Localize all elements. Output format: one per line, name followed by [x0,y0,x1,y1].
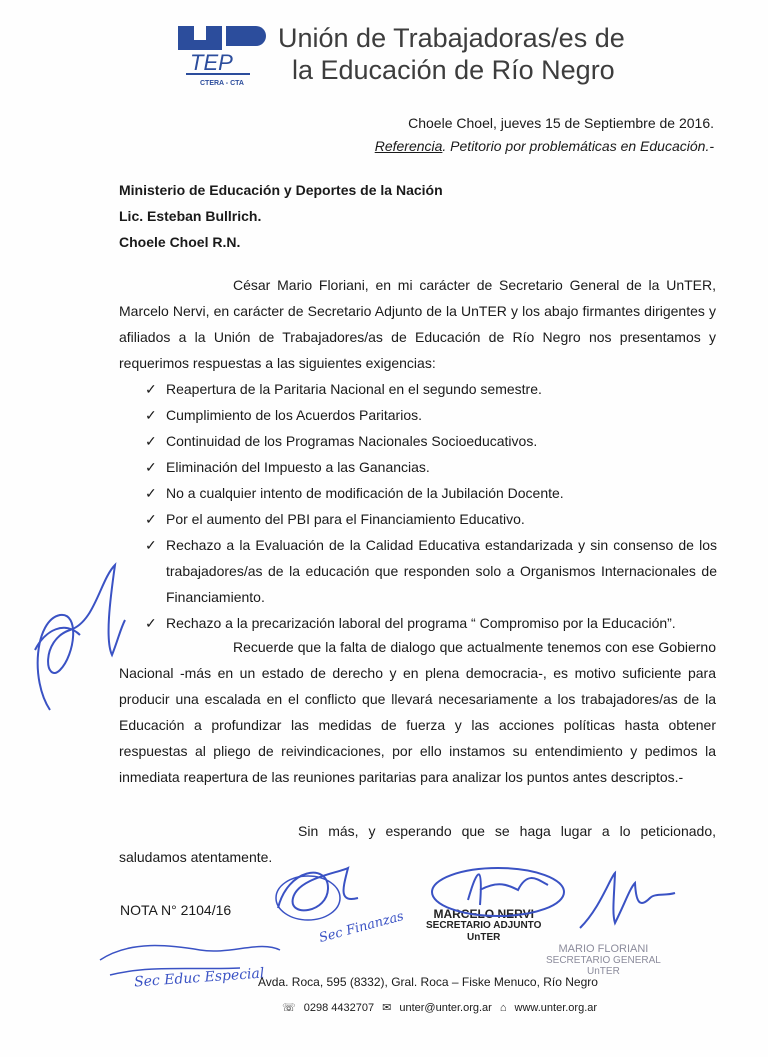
list-item [145,532,717,610]
organization-name [278,22,625,86]
check-icon: ✓ [145,511,157,527]
stamp-title: SECRETARIO GENERAL [546,955,661,966]
demand-text: Cumplimiento de los Acuerdos Paritarios. [166,407,423,423]
recipient-name: Lic. Esteban Bullrich. [119,208,262,224]
list-item [145,480,717,506]
unter-logo [176,22,266,92]
demand-text: No a cualquier intento de modificación de la Jubilación Docente. [166,485,564,501]
main-paragraph [119,634,716,790]
left-signature [20,560,130,740]
demand-text: Continuidad de los Programas Nacionales Socioeducativos. [166,433,538,449]
list-item [145,402,717,428]
stamp-org: UnTER [587,966,620,977]
footer-email: unter@unter.org.ar [399,1001,492,1014]
footer-web: www.unter.org.ar [514,1001,598,1014]
phone-icon: ☏ [282,1002,296,1014]
demand-text: Rechazo a la precarización laboral del programa “ Compromiso por la Educación”. [166,615,676,631]
demand-text: Eliminación del Impuesto a las Ganancias. [166,459,430,475]
reference-text: . Petitorio por problemáticas en Educación.- [442,138,714,154]
check-icon: ✓ [145,381,157,397]
check-icon: ✓ [145,537,157,553]
org-line-2: la Educación de Río Negro [292,55,615,85]
bottom-note: Sec Educ Especial [133,965,265,991]
check-icon: ✓ [145,459,157,475]
intro-paragraph [119,272,716,376]
floriani-stamp [546,944,661,977]
closing-paragraph [119,818,716,870]
recipient-ministry: Ministerio de Educación y Deportes de la Nación [119,182,443,198]
check-icon: ✓ [145,615,157,631]
list-item [145,610,717,636]
reference-label: Referencia [374,138,443,154]
list-item [145,376,717,402]
nervi-signature [428,860,568,920]
intro-text: César Mario Floriani, en mi carácter de Secretario General de la UnTER, Marcelo Nervi, en carácter de Secretario Adjunto de la UnTER y los abajo firmantes dirigentes y afiliados a la Unión de Trabajadores/as de Educación de Río Negro nos presentamos y requerimos respuestas a las siguientes exigencias: [119,277,716,371]
check-icon: ✓ [145,433,157,449]
floriani-signature [570,868,680,938]
list-item [145,506,717,532]
footer-address: Avda. Roca, 595 (8332), Gral. Roca – Fiske Menuco, Río Negro [258,975,598,989]
mail-icon: ✉ [382,1002,392,1014]
demands-list [145,376,717,636]
org-line-1: Unión de Trabajadoras/es de [278,23,625,53]
main-paragraph-text: Recuerde que la falta de dialogo que actualmente tenemos con ese Gobierno Nacional -más en un estado de derecho y en plena democracia-, es motivo suficiente para producir una escalada en el conflicto que llevará necesariamente a los trabajadores/as de la Educación a profundizar las medidas de fuerza y las acciones políticas hasta obtener respuestas al pliego de reivindicaciones, por ello instamos su entendimiento y pedimos la inmediata reapertura de las reuniones paritarias para analizar los puntos antes descriptos.- [119,639,716,785]
stamp-title: SECRETARIO ADJUNTO [426,920,542,931]
footer-contact [282,1001,597,1014]
closing-text: Sin más, y esperando que se haga lugar a lo peticionado, saludamos atentamente. [119,823,716,865]
nota-number: NOTA N° 2104/16 [120,902,232,918]
logo-sub: CTERA - CTA [200,80,244,87]
demand-text: Rechazo a la Evaluación de la Calidad Educativa estandarizada y sin consenso de los trabajadores/as de la educación que responden solo a Organismos Internacionales de Financiamiento. [166,537,717,605]
demand-text: Reapertura de la Paritaria Nacional en el segundo semestre. [166,381,542,397]
stamp-name: MARIO FLORIANI [558,943,649,955]
list-item [145,454,717,480]
recipient-location: Choele Choel R.N. [119,234,241,250]
finanzas-note: Sec Finanzas [317,909,406,946]
date-line: Choele Choel, jueves 15 de Septiembre de 2016. [408,115,714,131]
logo-tep-text: TEP [190,50,233,75]
footer-phone: 0298 4432707 [303,1001,375,1014]
home-icon: ⌂ [499,1001,507,1014]
demand-text: Por el aumento del PBI para el Financiamiento Educativo. [166,511,525,527]
stamp-org: UnTER [467,932,501,943]
list-item [145,428,717,454]
check-icon: ✓ [145,407,157,423]
check-icon: ✓ [145,485,157,501]
reference-line [375,138,714,154]
stamp-name: MARCELO NERVI [433,907,534,921]
